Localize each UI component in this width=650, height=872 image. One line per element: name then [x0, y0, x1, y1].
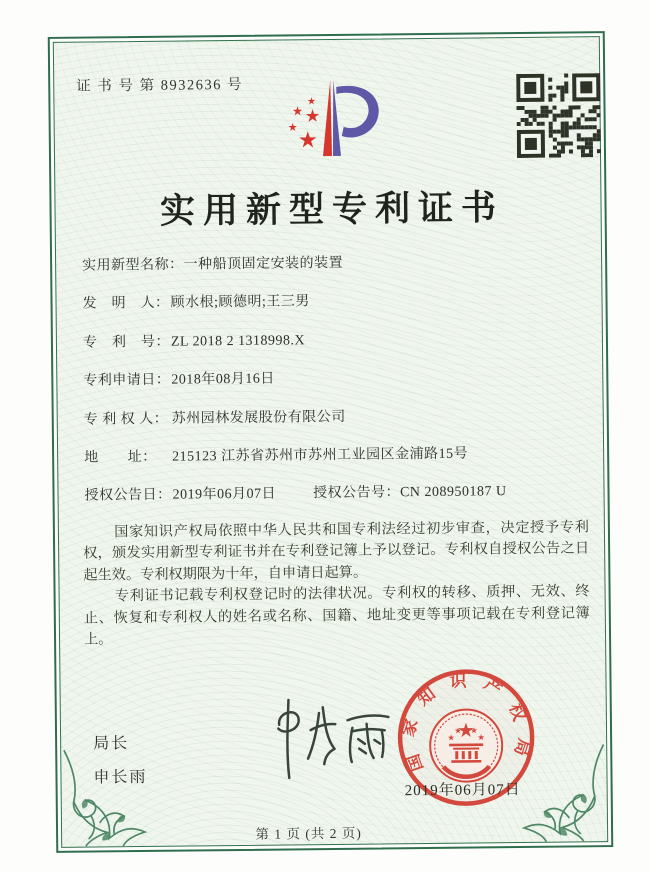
field-row-name: [82, 249, 587, 293]
qr-code-icon: [516, 73, 601, 158]
field-list: [82, 249, 590, 523]
field-label: 地 址：: [84, 449, 157, 466]
field-label: 专利申请日：: [83, 372, 171, 389]
grant-date-value: 2019年06月07日: [172, 486, 277, 504]
field-label: 发 明 人：: [82, 296, 170, 312]
field-value: 215123 江苏省苏州市苏州工业园区金浦路15号: [172, 446, 469, 465]
field-value: 苏州园林发展股份有限公司: [171, 409, 346, 427]
page-number: 第 1 页 (共 2 页): [255, 825, 362, 842]
seal-date: 2019年06月07日: [404, 782, 521, 800]
field-label: 专 利 号：: [82, 334, 171, 351]
director-title: 局长: [93, 735, 130, 753]
grant-no-value: CN 208950187 U: [399, 484, 507, 501]
field-row-inventors: [82, 288, 587, 332]
field-row-address: [84, 441, 589, 485]
grant-no-label: 授权公告号：: [312, 485, 401, 502]
certificate-sheet: [48, 31, 614, 853]
field-label: 专 利 权 人：: [83, 411, 169, 428]
field-value: 一种船顶固定安装的装置: [183, 255, 344, 273]
director-name: 申长雨: [93, 768, 148, 787]
national-emblem: [430, 709, 503, 782]
field-label: 实用新型名称：: [82, 257, 184, 274]
field-row-patentee: [84, 403, 589, 447]
legal-paragraph-2: 专利证书记载专利权登记时的法律状况。专利权的转移、质押、无效、终止、恢复和专利权人的姓名或名称、国籍、地址变更等事项记载在专利登记簿上。: [83, 583, 590, 648]
legal-text: [83, 517, 590, 651]
director-signature-icon: [259, 689, 405, 786]
field-row-patent-no: [83, 326, 588, 370]
seal-text: 国家知识产权局: [398, 671, 534, 774]
certificate-border-frame: [48, 31, 614, 853]
certificate-number: 证 书 号 第 8932636 号: [76, 76, 244, 95]
certificate-title: 实用新型专利证书: [159, 188, 505, 231]
field-value: 2018年08月16日: [171, 371, 275, 388]
grant-date-label: 授权公告日：: [84, 488, 172, 504]
field-row-filing-date: [83, 364, 588, 408]
field-value: ZL 2018 2 1318998.X: [170, 333, 306, 350]
field-row-grant: [84, 480, 589, 524]
cnipa-logo-icon: [286, 71, 391, 172]
legal-paragraph-1: 国家知识产权局依照中华人民共和国专利法经过初步审查，决定授予专利权，颁发实用新型专利证书并在专利登记簿上予以登记。专利权自授权公告之日起生效。专利权期限为十年，自申请日起算。: [83, 519, 590, 584]
field-value: 顾水根;顾德明;王三男: [170, 294, 310, 312]
